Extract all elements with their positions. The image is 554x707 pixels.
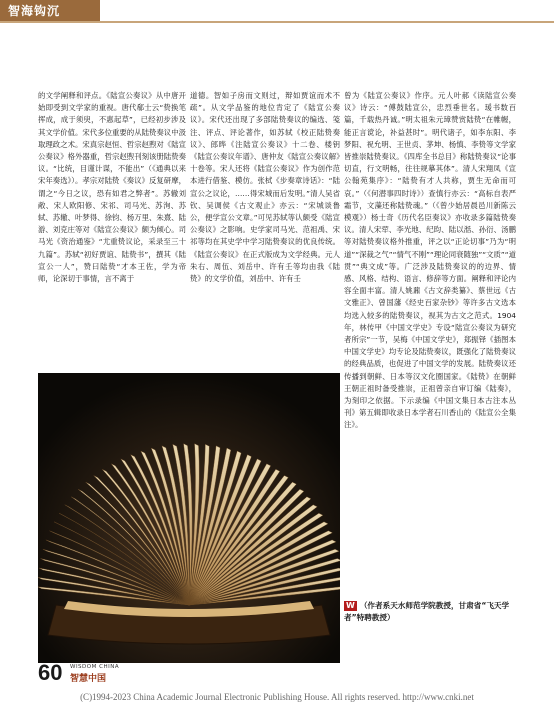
magazine-name-cn: 智慧中国 — [70, 674, 107, 684]
page-number: 60 — [38, 660, 63, 685]
w-badge-icon: W — [346, 601, 355, 610]
open-book-photo — [38, 373, 340, 663]
author-note-text: （作者系天水师范学院教授，甘肃省“飞天学者”特聘教授） — [344, 601, 510, 622]
body-column-2: 道德。智如子房而文则过，辩如贾谊而术不疏”。从文学品鉴的地位肯定了《陆宣公奏议》。宋代还出现了多部陆贽奏议的编选、笺注、评点、评论著作，如苏轼《校正陆贽奏议》、郎晔《注陆宣公奏议》十二卷、楼钥《陆宣公奏议年谱》、唐仲友《陆宣公奏议解》十卷等。宋人还将《陆宣公奏议》作为创作范本进行借鉴、模仿。张栻《步奏章诗话》：“陆宣公之议论，……得宋城而后发明。”清人吴省钦、吴调侯《古文观止》亦云：“宋城谈鲁公，便学宣公文章。”可见苏轼等认颇受《陆宣公奏议》之影响。史学家司马光、范祖禹、宋祁等均在其史学中学习陆贽奏议的优良传统。《陆宣公奏议》在正式版成为文学经典。元人朱右、周伍、刘岳中、许有壬等均由我《陆贽》的文学价值，刘岳中、许有壬 — [190, 91, 340, 284]
section-title: 智海钩沉 — [0, 0, 100, 22]
body-column-1: 的文学阐释和评点。《陆宣公奏议》从中唐开始即受到文学家的重视。唐代郗士云“贽换笔挥成，成于须臾，不惠起草”，已经初步涉及其文学价值。宋代多位重要的从陆贽奏议中汲取理政之术。宋真宗赵恒、哲宗赵煦对《陆宣公奏议》格外器重，哲宗赵煦刊刻该册陆贽奏议。“比统，目谨计谋，不能出”（《通典以来宋年奏选》）。孝宗对陆贽《奏议》反复研摩，谓之“今日之议，恐有如君之弊者”。苏辙刘敞、宋人欧阳修、宋祁、司马光、苏洵、苏轼、苏辙、叶梦得、徐钧、杨万里、朱熹、陆游、刘克庄等对《陆宣公奏议》颇为倾心。司马光《资治通鉴》“尤重贽议论，采录至三十九篇”。苏轼“初好贾谊、陆贽书”，撰其《陆宣公一人”，赞曰陆贽“才本王佐，学为帝师，论深切于事情，言不离于 — [38, 91, 186, 284]
open-book-image — [38, 373, 340, 663]
author-note — [344, 600, 516, 624]
header-divider — [0, 21, 554, 23]
copyright-footer: (C)1994-2023 China Academic Journal Electronic Publishing House. All rights reserved. http://www.cnki.net — [80, 692, 474, 702]
magazine-name-en: WISDOM CHINA — [70, 664, 120, 670]
body-column-3: 曾为《陆宣公奏议》作序。元人叶郝《读陆宣公奏议》诗云：“傅鼓陆宣公，忠烈垂世名。瑗书数百篇，千载热丹诚。”明太祖朱元璋赞赏陆贽“在帷幄，能正言谠论，补益甚时”。明代诸子，如李东阳、李梦阳、祝允明、王世贞、茅坤、杨慎、李贽等文学家皆推崇陆贽奏议。《四库全书总目》称陆贽奏议“论事切直，行文明畅，往往规摹其体”。清人宋翔凤《宣公翰苑集序》：“陆贽有才人共称，贾生无命而可哀。”（《何潜事四时诗》）查慎行亦云：“高标自表严霜节，文藻还称陆贽魂。”（《曾少始居晨邑川新陈云模观》）杨士奇《历代名臣奏议》亦收录多篇陆贽奏议。清人宋荦、李光地、纪昀、陆以湉、孙衍、汤鹏等对陆贽奏议格外推重，评之以“正论切事”乃为“明道”“深裁之气”“情气不刚”“理论同衰随独”“文质”“道贯”“典文成”等。广泛涉及陆贽奏议的的边界、情感、风格、结构、语言、修辞等方面。阐释和评论内容全面丰富。清人姚鼐《古文辞类纂》、蔡世远《古文雅正》、曾国藩《经史百家杂钞》等许多古文选本均选入较多的陆贽奏议，视其为古文之范式。1904年，林传甲《中国文学史》专设“陆宣公奏议为研究者所宗”一节，吴梅《中国文学史》，郑振铎《插图本中国文学史》均专论及陆贽奏议，既强化了陆贽奏议的经典品质，也促进了中国文学的发展。陆贽奏议还传播到朝鲜、日本等汉文化圈国家。《陆贽》在朝鲜王朝正祖时备受推崇，正祖曾亲自审订编《陆奏》，为刻印之依据。下示录编《中国文集日本古注本丛刊》第五辑即收录日本学者石川香山的《陆宣公全集注》。 — [344, 91, 516, 430]
